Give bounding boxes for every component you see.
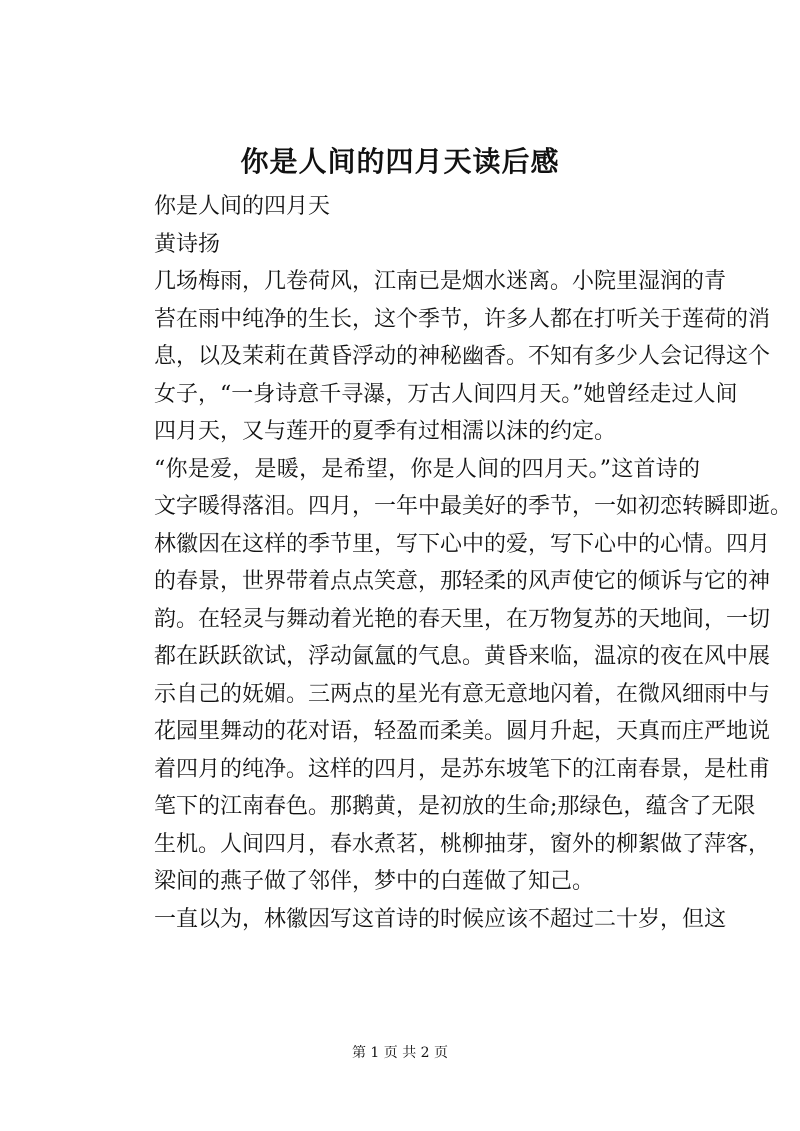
paragraph-line: 文字暖得落泪。四月，一年中最美好的季节，一如初恋转瞬即逝。 [154, 494, 793, 519]
paragraph-line: 示自己的妩媚。三两点的星光有意无意地闪着，在微风细雨中与 [154, 681, 771, 707]
paragraph-line: 生机。人间四月，春水煮茗，桃柳抽芽，窗外的柳絮做了萍客， [154, 831, 771, 857]
body-paragraph [110, 263, 771, 451]
paragraph-line: 着四月的纯净。这样的四月，是苏东坡笔下的江南春景，是杜甫 [154, 756, 771, 782]
author-paragraph [110, 226, 700, 264]
paragraph-line: 四月天，又与莲开的夏季有过相濡以沫的约定。 [154, 419, 617, 444]
paragraph-line: 林徽因在这样的季节里，写下心中的爱，写下心中的心情。四月 [154, 531, 771, 557]
author: 黄诗扬 [154, 231, 221, 257]
document-body [110, 188, 793, 938]
paragraph-line: 都在跃跃欲试，浮动氤氲的气息。黄昏来临，温凉的夜在风中展 [154, 644, 771, 669]
paragraph-line: 一直以为，林徽因写这首诗的时候应该不超过二十岁，但这 [154, 906, 727, 932]
paragraph-line: 笔下的江南春色。那鹅黄，是初放的生命;那绿色，蕴含了无限 [154, 794, 756, 819]
subtitle-paragraph [110, 188, 700, 226]
paragraph-line: 女子，“一身诗意千寻瀑，万古人间四月天。”她曾经走过人间 [154, 381, 738, 407]
paragraph-line: “你是爱，是暖，是希望，你是人间的四月天。”这首诗的 [154, 456, 700, 482]
subtitle: 你是人间的四月天 [154, 194, 331, 219]
paragraph-line: 的春景，世界带着点点笑意，那轻柔的风声使它的倾诉与它的神 [154, 569, 771, 594]
paragraph-line: 几场梅雨，几卷荷风，江南已是烟水迷离。小院里湿润的青 [154, 269, 727, 294]
paragraph-line: 息，以及茉莉在黄昏浮动的神秘幽香。不知有多少人会记得这个 [154, 344, 771, 369]
document-title: 你是人间的四月天读后感 [240, 145, 560, 178]
page-footer: 第 1 页 共 2 页 [351, 1045, 449, 1061]
paragraph-line: 花园里舞动的花对语，轻盈而柔美。圆月升起，天真而庄严地说 [154, 719, 771, 744]
paragraph-line: 苔在雨中纯净的生长，这个季节，许多人都在打听关于莲荷的消 [154, 306, 771, 332]
paragraph-list [110, 263, 793, 938]
body-paragraph [110, 451, 793, 901]
body-paragraph [110, 901, 727, 939]
paragraph-line: 梁间的燕子做了邻伴，梦中的白莲做了知己。 [154, 869, 595, 894]
paragraph-line: 韵。在轻灵与舞动着光艳的春天里，在万物复苏的天地间，一切 [154, 606, 771, 632]
